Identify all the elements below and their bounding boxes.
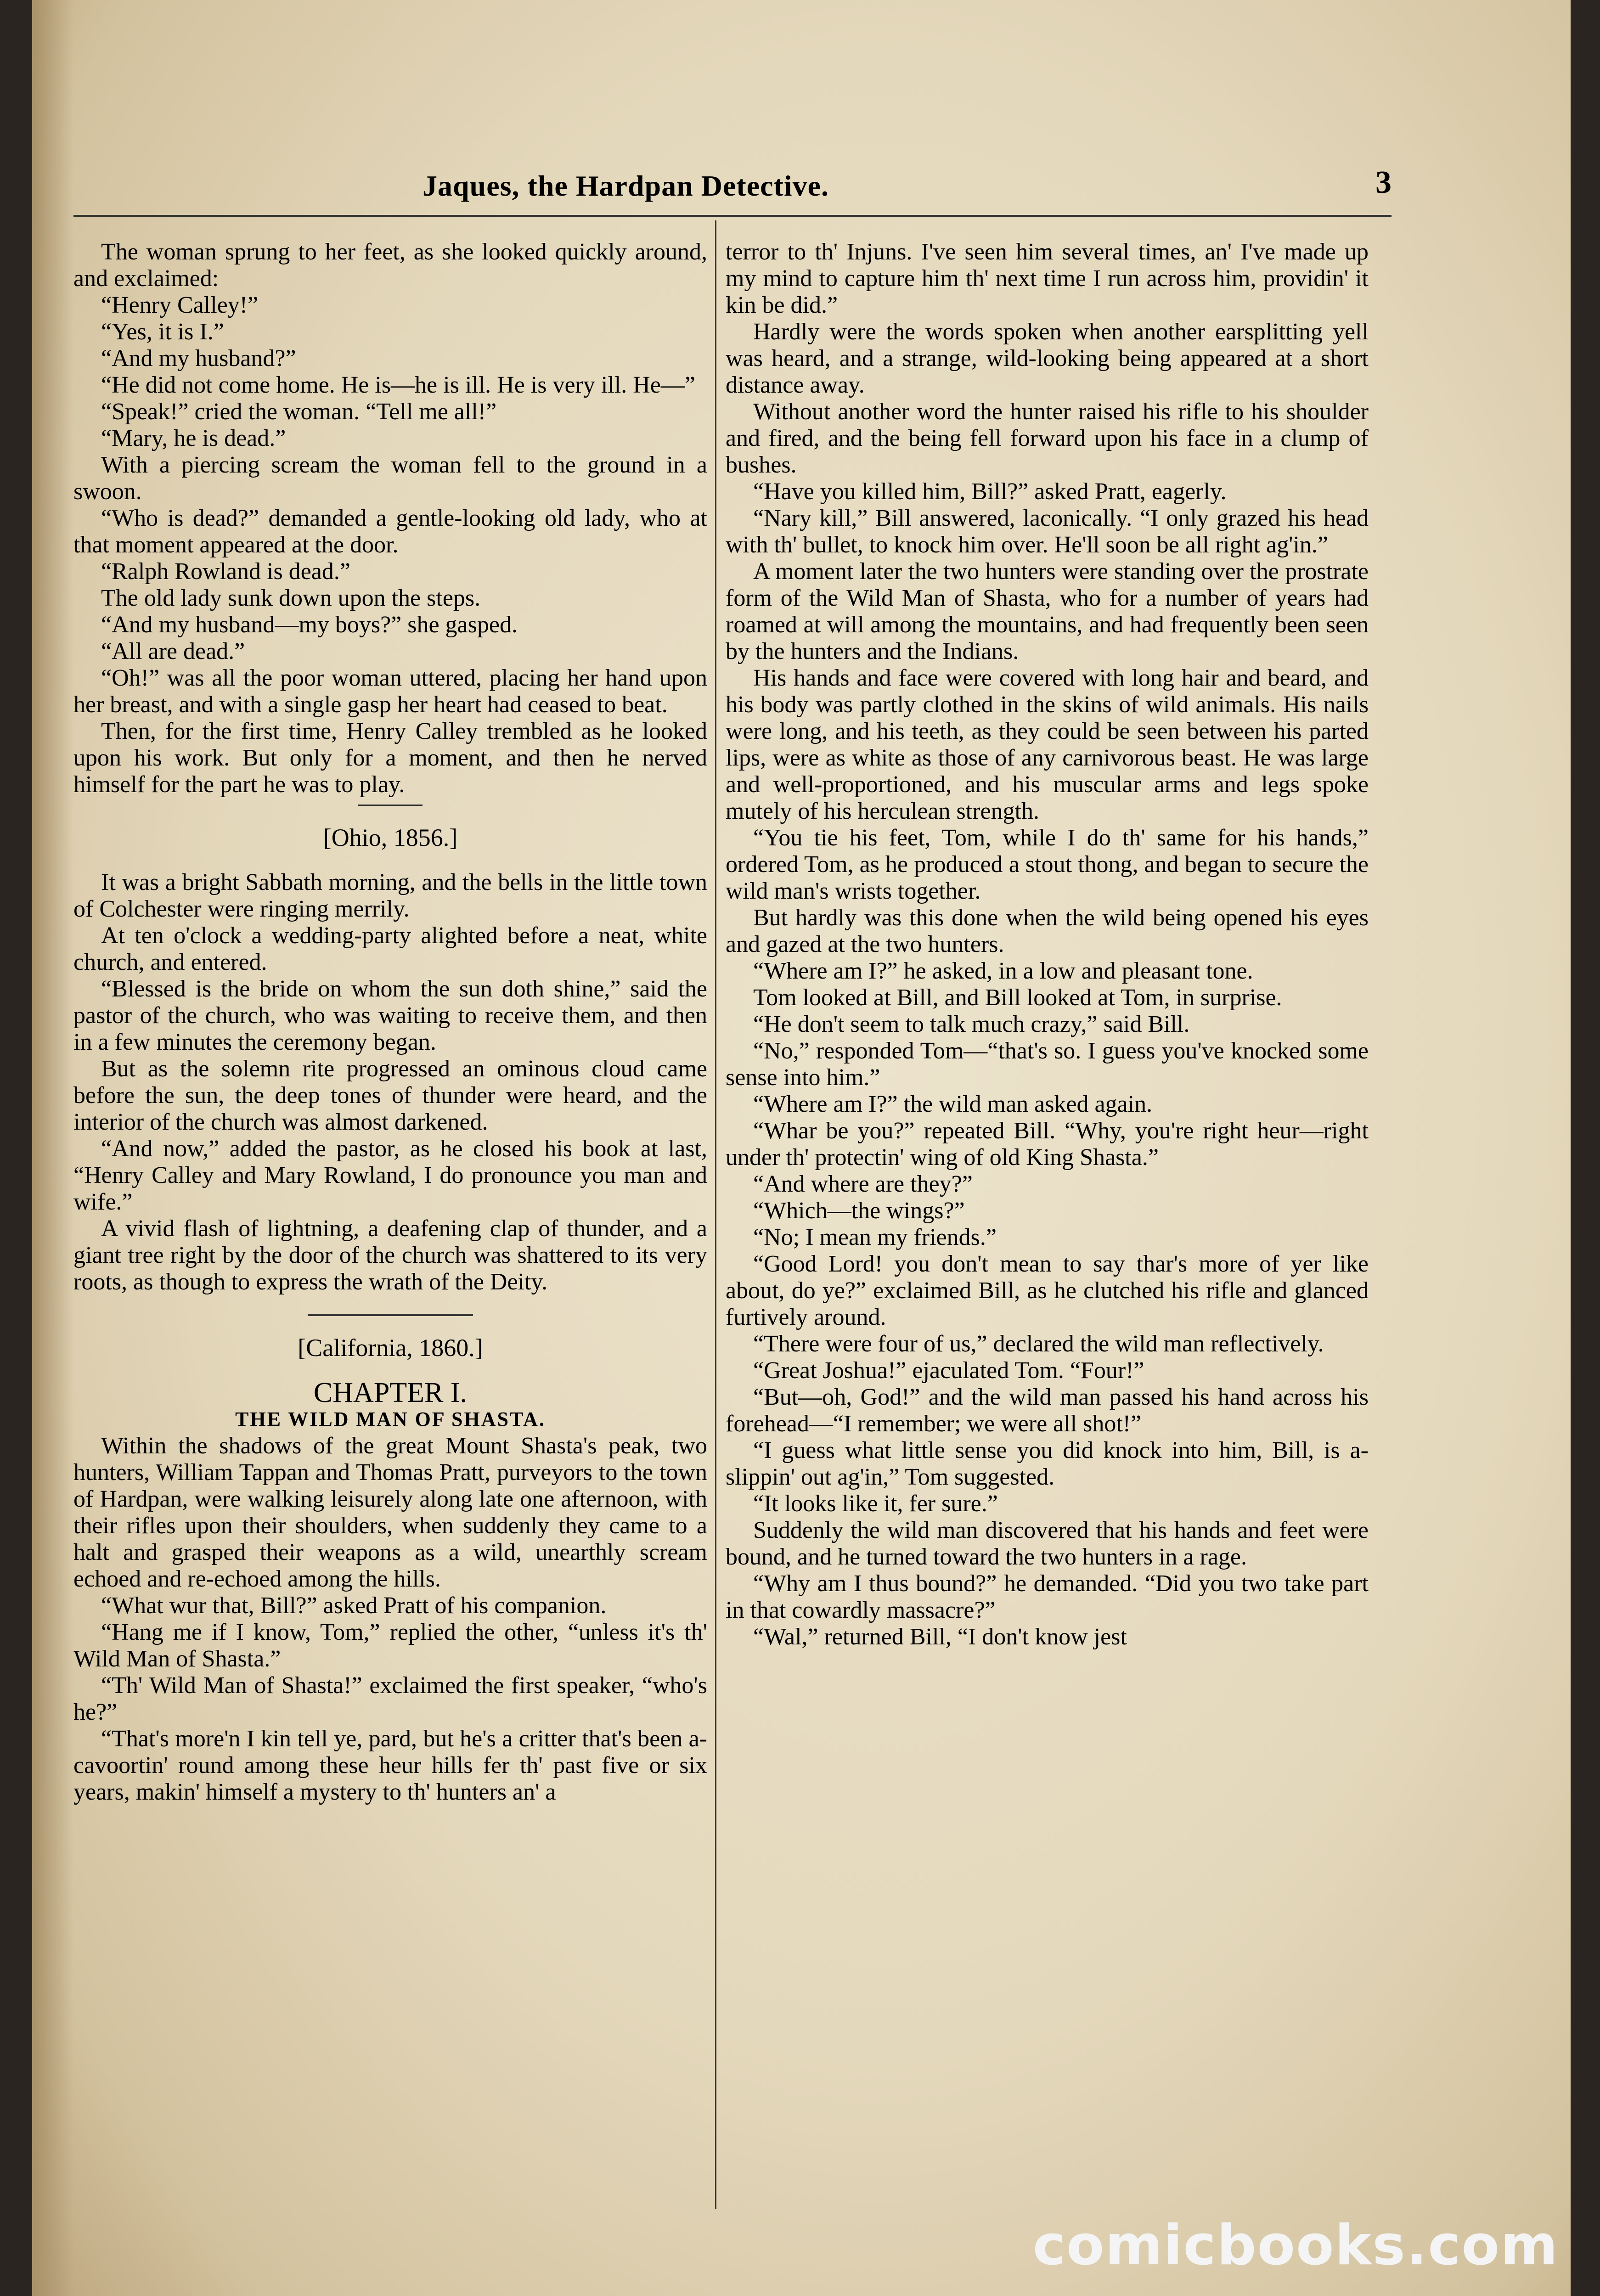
paragraph: “Which—the wings?” [753, 1198, 965, 1224]
paragraph: “Why am I thus bound?” he demanded. “Did you two take part in that cowardly massacre?” [726, 1570, 1369, 1623]
left-column [73, 239, 707, 1806]
paragraph: “Speak!” cried the woman. “Tell me all!” [101, 399, 497, 425]
paragraph: “Blessed is the bride on whom the sun doth shine,” said the pastor of the church, who was waiting to receive them, and then in a few minutes the ceremony began. [73, 976, 707, 1055]
paragraph: “Great Joshua!” ejaculated Tom. “Four!” [753, 1357, 1144, 1384]
paragraph: “Where am I?” the wild man asked again. [753, 1091, 1153, 1117]
paragraph: The old lady sunk down upon the steps. [101, 585, 481, 611]
paragraph: terror to th' Injuns. I've seen him several times, an' I've made up my mind to capture him th' next time I run across him, providin' it kin be did.” [726, 239, 1369, 318]
paragraph: With a piercing scream the woman fell to the ground in a swoon. [73, 452, 707, 505]
paragraph: “And now,” added the pastor, as he closed his book at last, “Henry Calley and Mary Rowland, I do pronounce you man and wife.” [73, 1136, 707, 1215]
page-spine-shadow [32, 0, 73, 2296]
paragraph: “Mary, he is dead.” [101, 425, 286, 451]
paragraph: His hands and face were covered with long hair and beard, and his body was partly clothed in the skins of wild animals. His nails were long, and his teeth, as they could be seen between his parted lips, were as white as those of any carnivorous beast. He was large and well-proportioned, and his muscular arms and legs spoke mutely of his herculean strength. [726, 665, 1369, 824]
column-divider [715, 220, 716, 2209]
paragraph: Suddenly the wild man discovered that his hands and feet were bound, and he turned toward the two hunters in a rage. [726, 1517, 1369, 1570]
page-number: 3 [1375, 165, 1392, 200]
paragraph: “Wal,” returned Bill, “I don't know jest [753, 1624, 1127, 1650]
paragraph: “Yes, it is I.” [101, 319, 224, 345]
paragraph: “Whar be you?” repeated Bill. “Why, you're right heur—right under th' protectin' wing of old King Shasta.” [726, 1118, 1369, 1171]
place-date-heading: [Ohio, 1856.] [323, 824, 458, 851]
paragraph: “Nary kill,” Bill answered, laconically. “I only grazed his head with th' bullet, to knock him over. He'll soon be all right ag'in.” [726, 505, 1369, 558]
paragraph: A moment later the two hunters were standing over the prostrate form of the Wild Man of Shasta, who for a number of years had roamed at will among the mountains, and had frequently been seen by the hunters and the Indians. [726, 558, 1369, 664]
paragraph: “Hang me if I know, Tom,” replied the other, “unless it's th' Wild Man of Shasta.” [73, 1619, 707, 1672]
right-column [726, 239, 1369, 1650]
section-rule [358, 805, 423, 806]
running-title: Jaques, the Hardpan Detective. [423, 169, 829, 202]
paragraph: “And my husband—my boys?” she gasped. [101, 612, 518, 638]
paragraph: “All are dead.” [101, 638, 245, 664]
paragraph: “He did not come home. He is—he is ill. He is very ill. He—” [101, 372, 695, 398]
paragraph: “Where am I?” he asked, in a low and pleasant tone. [753, 958, 1253, 984]
paragraph: “Good Lord! you don't mean to say thar's more of yer like about, do ye?” exclaimed Bill, as he clutched his rifle and glanced furtively around. [726, 1251, 1369, 1330]
paragraph: “No; I mean my friends.” [753, 1224, 997, 1250]
paragraph: But hardly was this done when the wild being opened his eyes and gazed at the two hunters. [726, 905, 1369, 957]
paragraph: At ten o'clock a wedding-party alighted before a neat, white church, and entered. [73, 923, 707, 975]
paragraph: “And my husband?” [101, 345, 296, 371]
paragraph: Hardly were the words spoken when another earsplitting yell was heard, and a strange, wild-looking being appeared at a short distance away. [726, 319, 1369, 398]
paragraph: “I guess what little sense you did knock into him, Bill, is a-slippin' out ag'in,” Tom suggested. [726, 1437, 1369, 1490]
place-date-heading: [California, 1860.] [298, 1334, 483, 1362]
chapter-subtitle: THE WILD MAN OF SHASTA. [235, 1408, 546, 1430]
paragraph: “Ralph Rowland is dead.” [101, 558, 350, 585]
paragraph: “He don't seem to talk much crazy,” said Bill. [753, 1011, 1190, 1037]
paragraph: “You tie his feet, Tom, while I do th' same for his hands,” ordered Tom, as he produced a stout thong, and began to secure the wild man's wrists together. [726, 825, 1369, 904]
paragraph: “That's more'n I kin tell ye, pard, but he's a critter that's been a-cavoortin' round among these heur hills fer th' past five or six years, makin' himself a mystery to th' hunters an' a [73, 1726, 707, 1805]
paragraph: The woman sprung to her feet, as she looked quickly around, and exclaimed: [73, 239, 707, 292]
paragraph: “And where are they?” [753, 1171, 973, 1197]
paragraph: “Have you killed him, Bill?” asked Pratt, eagerly. [753, 478, 1227, 505]
paragraph: “No,” responded Tom—“that's so. I guess you've knocked some sense into him.” [726, 1038, 1369, 1091]
section-rule [308, 1314, 473, 1316]
chapter-heading: CHAPTER I. [313, 1377, 468, 1408]
paragraph: “Th' Wild Man of Shasta!” exclaimed the first speaker, “who's he?” [73, 1672, 707, 1725]
paragraph: “What wur that, Bill?” asked Pratt of his companion. [101, 1593, 607, 1619]
paragraph: Without another word the hunter raised his rifle to his shoulder and fired, and the being fell forward upon his face in a clump of bushes. [726, 399, 1369, 478]
paragraph: “There were four of us,” declared the wild man reflectively. [753, 1331, 1324, 1357]
paragraph: Then, for the first time, Henry Calley trembled as he looked upon his work. But only for a moment, and then he nerved himself for the part he was to play. [73, 718, 707, 798]
paragraph: It was a bright Sabbath morning, and the bells in the little town of Colchester were ringing merrily. [73, 869, 707, 922]
paragraph: “Henry Calley!” [101, 292, 259, 318]
paragraph: “But—oh, God!” and the wild man passed his hand across his forehead—“I remember; we were all shot!” [726, 1384, 1369, 1437]
site-watermark: comicbooks.com [1032, 2214, 1559, 2278]
paragraph: Within the shadows of the great Mount Shasta's peak, two hunters, William Tappan and Thomas Pratt, purveyors to the town of Hardpan, were walking leisurely along late one afternoon, with their rifles upon their shoulders, when suddenly they came to a halt and grasped their weapons as a wild, unearthly scream echoed and re-echoed among the hills. [73, 1433, 707, 1592]
paragraph: “It looks like it, fer sure.” [753, 1491, 998, 1517]
paragraph: A vivid flash of lightning, a deafening clap of thunder, and a giant tree right by the door of the church was shattered to its very roots, as though to express the wrath of the Deity. [73, 1216, 707, 1295]
paragraph: “Who is dead?” demanded a gentle-looking old lady, who at that moment appeared at the door. [73, 505, 707, 558]
paragraph: Tom looked at Bill, and Bill looked at Tom, in surprise. [753, 985, 1282, 1011]
page-header [73, 164, 1392, 217]
paragraph: But as the solemn rite progressed an ominous cloud came before the sun, the deep tones of thunder were heard, and the interior of the church was almost darkened. [73, 1056, 707, 1135]
paragraph: “Oh!” was all the poor woman uttered, placing her hand upon her breast, and with a single gasp her heart had ceased to beat. [73, 665, 707, 718]
